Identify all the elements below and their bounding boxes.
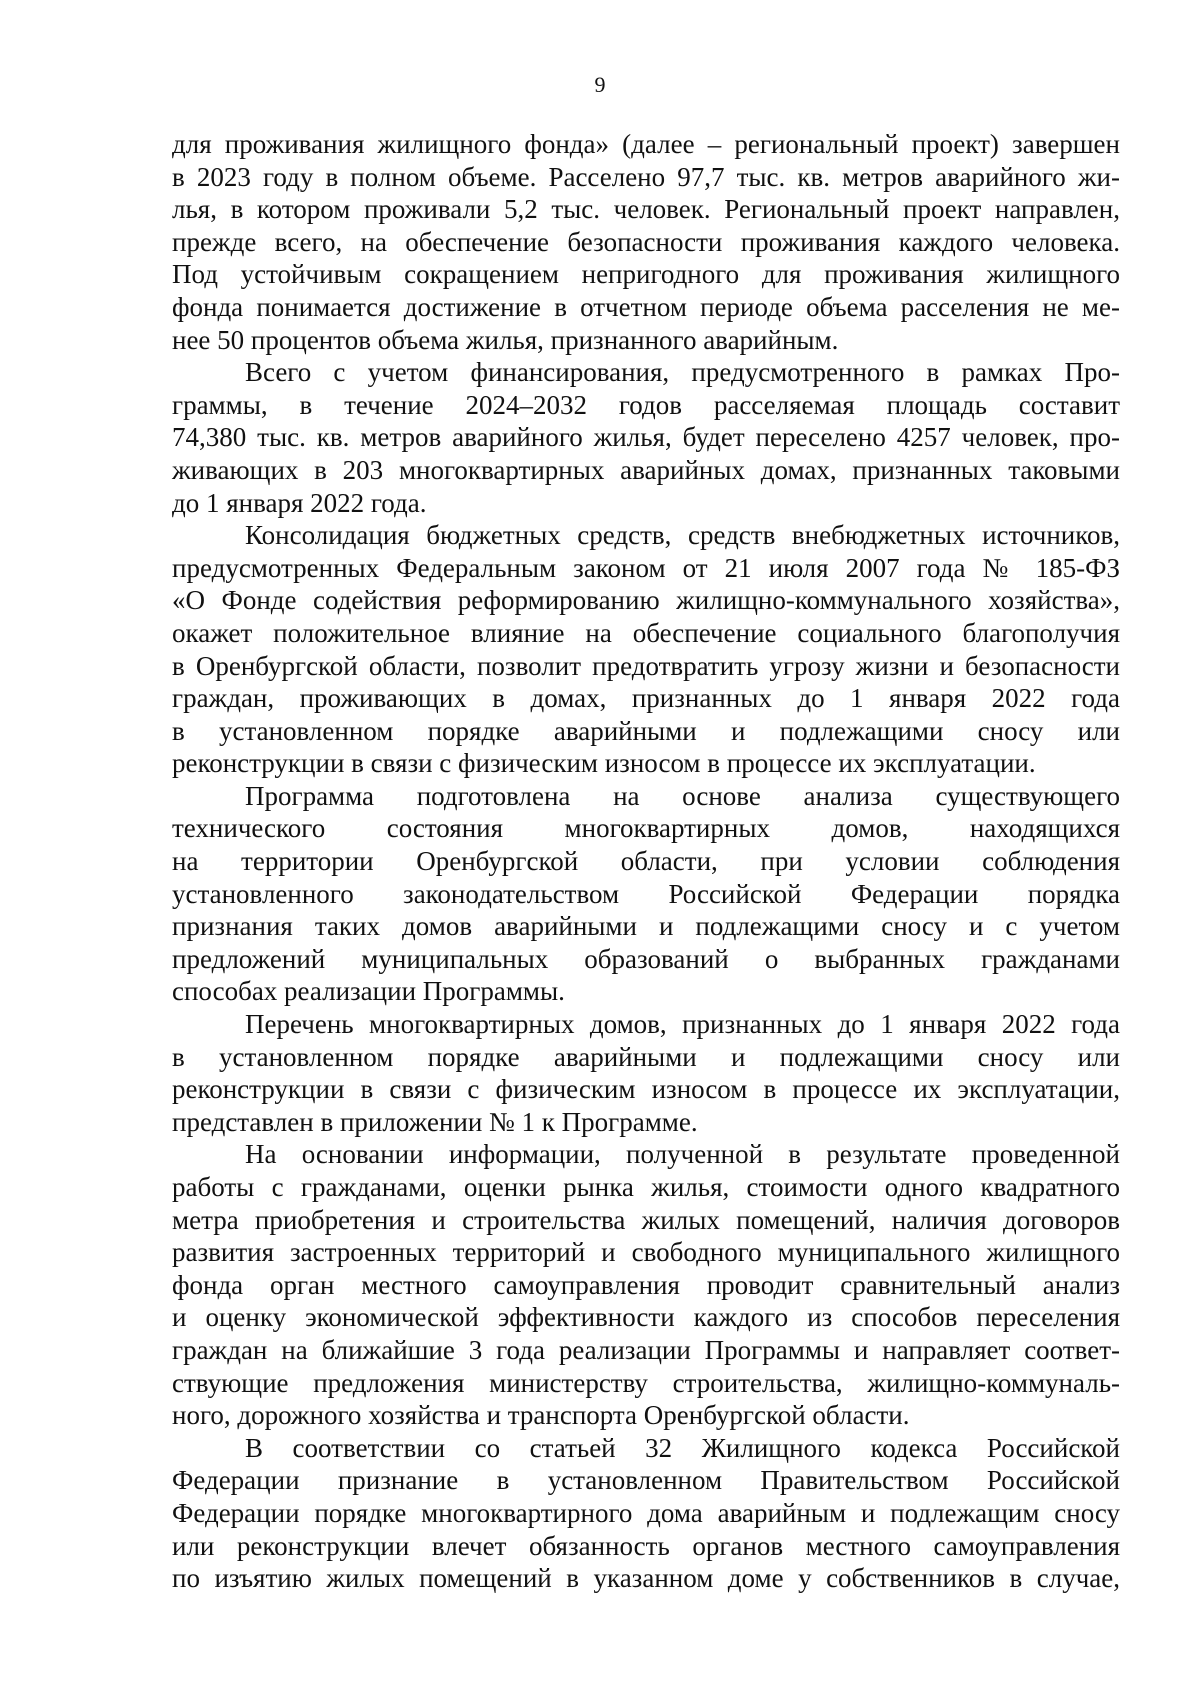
text-line: В соответствии со статьей 32 Жилищного кодекса Российской (245, 1432, 1120, 1463)
text-line: метра приобретения и строительства жилых помещений, наличия договоров (172, 1204, 1120, 1235)
text-line: до 1 января 2022 года. (172, 487, 427, 518)
text-line: лья, в котором проживали 5,2 тыс. человек. Региональный проект направлен, (172, 194, 1120, 225)
text-line: граммы, в течение 2024–2032 годов расселяемая площадь составит (172, 389, 1120, 420)
text-line: в Оренбургской области, позволит предотвратить угрозу жизни и безопасности (172, 650, 1120, 681)
paragraph (172, 1138, 1120, 1431)
text-line: в установленном порядке аварийными и подлежащими сносу или (172, 715, 1120, 746)
text-line: предложений муниципальных образований о выбранных гражданами (172, 943, 1120, 974)
text-line: и оценку экономической эффективности каждого из способов переселения (172, 1302, 1120, 1333)
text-line: нее 50 процентов объема жилья, признанного аварийным. (172, 324, 839, 355)
text-line: Всего с учетом финансирования, предусмотренного в рамках Про- (245, 357, 1120, 388)
text-line: фонда орган местного самоуправления проводит сравнительный анализ (172, 1269, 1120, 1300)
text-line: прежде всего, на обеспечение безопасности проживания каждого человека. (172, 226, 1120, 257)
text-line: для проживания жилищного фонда» (далее – региональный проект) завершен (172, 129, 1120, 159)
text-line: Перечень многоквартирных домов, признанных до 1 января 2022 года (245, 1009, 1120, 1040)
text-line: технического состояния многоквартирных домов, находящихся (172, 813, 1120, 844)
page-number: 9 (594, 72, 606, 97)
paragraph (172, 128, 1120, 356)
text-line: граждан на ближайшие 3 года реализации Программы и направляет соответ- (172, 1334, 1120, 1365)
text-line: ствующие предложения министерству строительства, жилищно-коммуналь- (172, 1367, 1120, 1398)
paragraph (172, 1008, 1120, 1138)
text-line: «О Фонде содействия реформированию жилищно-коммунального хозяйства», (172, 585, 1120, 616)
paragraph (172, 780, 1120, 1008)
text-line: на территории Оренбургской области, при условии соблюдения (172, 846, 1120, 877)
text-line: На основании информации, полученной в результате проведенной (245, 1139, 1120, 1170)
text-line: живающих в 203 многоквартирных аварийных домах, признанных таковыми (172, 454, 1120, 485)
text-line: реконструкции в связи с физическим износом в процессе их эксплуатации, (172, 1074, 1120, 1105)
text-line: или реконструкции влечет обязанность органов местного самоуправления (172, 1530, 1120, 1561)
paragraph (172, 1432, 1120, 1595)
text-line: Федерации признание в установленном Правительством Российской (172, 1465, 1120, 1496)
text-line: Федерации порядке многоквартирного дома аварийным и подлежащим сносу (172, 1497, 1120, 1528)
text-line: по изъятию жилых помещений в указанном доме у собственников в случае, (172, 1563, 1120, 1594)
text-line: предусмотренных Федеральным законом от 21 июля 2007 года № 185-ФЗ (172, 552, 1120, 583)
text-line: работы с гражданами, оценки рынка жилья, стоимости одного квадратного (172, 1172, 1120, 1202)
text-line: представлен в приложении № 1 к Программе. (172, 1106, 698, 1137)
paragraph (172, 519, 1120, 780)
text-line: в установленном порядке аварийными и подлежащими сносу или (172, 1041, 1120, 1072)
text-line: реконструкции в связи с физическим износом в процессе их эксплуатации. (172, 748, 1036, 779)
text-line: способах реализации Программы. (172, 976, 565, 1007)
text-line: Под устойчивым сокращением непригодного для проживания жилищного (172, 259, 1120, 290)
text-line: окажет положительное влияние на обеспечение социального благополучия (172, 617, 1120, 648)
text-line: Программа подготовлена на основе анализа существующего (245, 780, 1120, 811)
text-line: граждан, проживающих в домах, признанных до 1 января 2022 года (172, 683, 1120, 714)
text-line: развития застроенных территорий и свободного муниципального жилищного (172, 1237, 1120, 1268)
text-line: Консолидация бюджетных средств, средств внебюджетных источников, (245, 520, 1120, 551)
text-line: установленного законодательством Российской Федерации порядка (172, 878, 1120, 909)
text-line: признания таких домов аварийными и подлежащими сносу и с учетом (172, 911, 1120, 942)
text-line: 74,380 тыс. кв. метров аварийного жилья, будет переселено 4257 человек, про- (172, 422, 1120, 453)
text-line: в 2023 году в полном объеме. Расселено 97,7 тыс. кв. метров аварийного жи- (172, 161, 1120, 192)
document-body (172, 128, 1120, 1595)
text-line: ного, дорожного хозяйства и транспорта Оренбургской области. (172, 1400, 910, 1431)
text-line: фонда понимается достижение в отчетном периоде объема расселения не ме- (172, 291, 1120, 322)
paragraph (172, 356, 1120, 519)
